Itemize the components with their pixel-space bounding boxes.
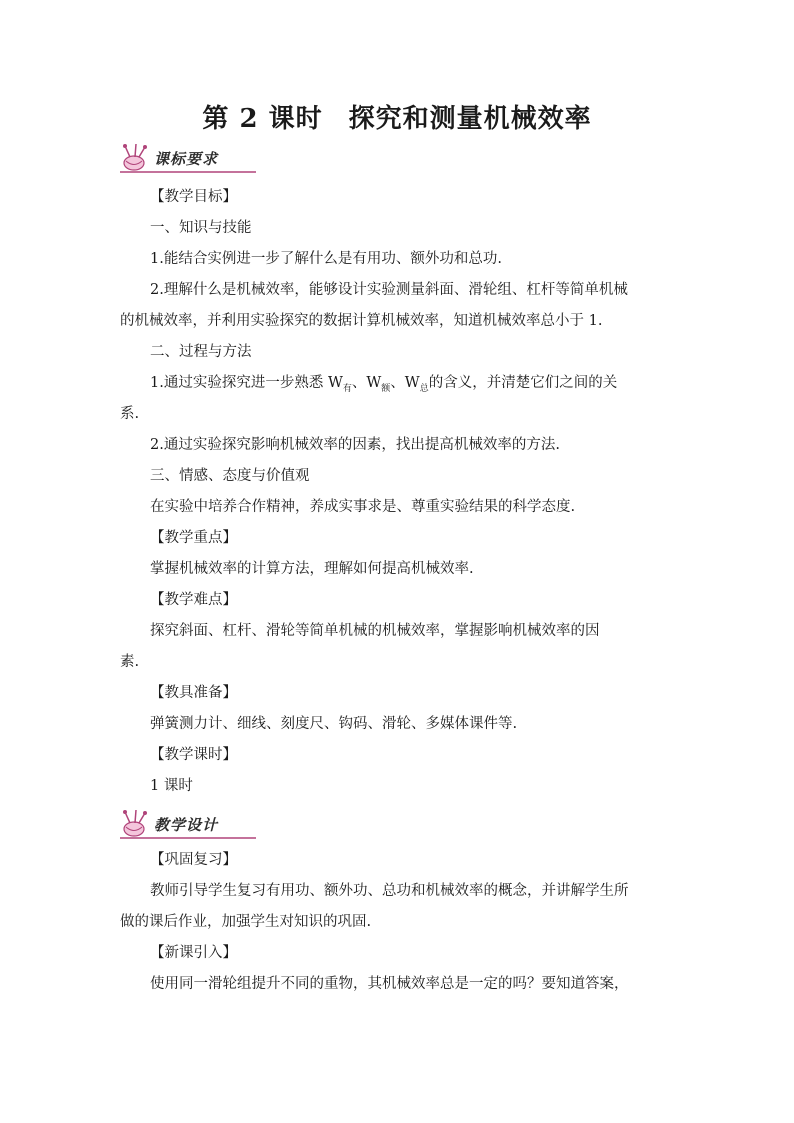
page-title xyxy=(0,98,794,135)
pm1-sub-total: 总 xyxy=(419,384,429,394)
intro-line-1: 使用同一滑轮组提升不同的重物，其机械效率总是一定的吗？要知道答案， xyxy=(150,976,629,992)
hours-heading: 【教学课时】 xyxy=(150,747,237,763)
review-heading: 【巩固复习】 xyxy=(150,852,237,868)
review-line-2: 做的课后作业，加强学生对知识的巩固. xyxy=(120,914,372,930)
pm1-suffix: 的含义，并清楚它们之间的关 xyxy=(428,375,618,391)
diff-line-1: 探究斜面、杠杆、滑轮等简单机械的机械效率，掌握影响机械效率的因 xyxy=(150,623,600,639)
section-badge-standards xyxy=(116,142,266,176)
pm-item-1-line-2: 系. xyxy=(120,406,140,422)
ks-item-2-line-2: 的机械效率，并利用实验探究的数据计算机械效率，知道机械效率总小于 1. xyxy=(120,313,603,329)
ks-item-2-line-1: 2.理解什么是机械效率，能够设计实验测量斜面、滑轮组、杠杆等简单机械 xyxy=(150,282,628,298)
pm1-prefix: 1.通过实验探究进一步熟悉 W xyxy=(150,375,343,391)
pm1-sub-extra: 额 xyxy=(381,384,391,394)
diff-line-2: 素. xyxy=(120,654,140,670)
ev-heading: 三、情感、态度与价值观 xyxy=(150,468,310,484)
review-line-1: 教师引导学生复习有用功、额外功、总功和机械效率的概念，并讲解学生所 xyxy=(150,883,629,899)
tools-heading: 【教具准备】 xyxy=(150,685,237,701)
hours-item-1: 1 课时 xyxy=(150,778,193,794)
pm1-sep-2: 、W xyxy=(390,375,420,391)
intro-heading: 【新课引入】 xyxy=(150,945,237,961)
lesson-number: 第 2 课时 xyxy=(202,104,323,134)
pm1-sep-1: 、W xyxy=(351,375,382,391)
lesson-topic: 探究和测量机械效率 xyxy=(348,104,592,134)
pm-heading: 二、过程与方法 xyxy=(150,344,252,360)
tools-item-1: 弹簧测力计、细线、刻度尺、钩码、滑轮、多媒体课件等. xyxy=(150,716,518,732)
badge-label-design: 教学设计 xyxy=(154,816,219,834)
key-item-1: 掌握机械效率的计算方法，理解如何提高机械效率. xyxy=(150,561,474,577)
ks-heading: 一、知识与技能 xyxy=(150,220,252,236)
key-heading: 【教学重点】 xyxy=(150,530,237,546)
pm-item-2: 2.通过实验探究影响机械效率的因素，找出提高机械效率的方法. xyxy=(150,437,560,453)
pm1-sub-useful: 有 xyxy=(342,384,352,394)
diff-heading: 【教学难点】 xyxy=(150,592,237,608)
ev-item-1: 在实验中培养合作精神，养成实事求是、尊重实验结果的科学态度. xyxy=(150,499,576,515)
pm-item-1-line-1 xyxy=(150,373,680,395)
badge-label-standards: 课标要求 xyxy=(154,150,219,168)
section-badge-design xyxy=(116,808,266,842)
goal-heading: 【教学目标】 xyxy=(150,189,237,205)
ks-item-1: 1.能结合实例进一步了解什么是有用功、额外功和总功. xyxy=(150,251,502,267)
